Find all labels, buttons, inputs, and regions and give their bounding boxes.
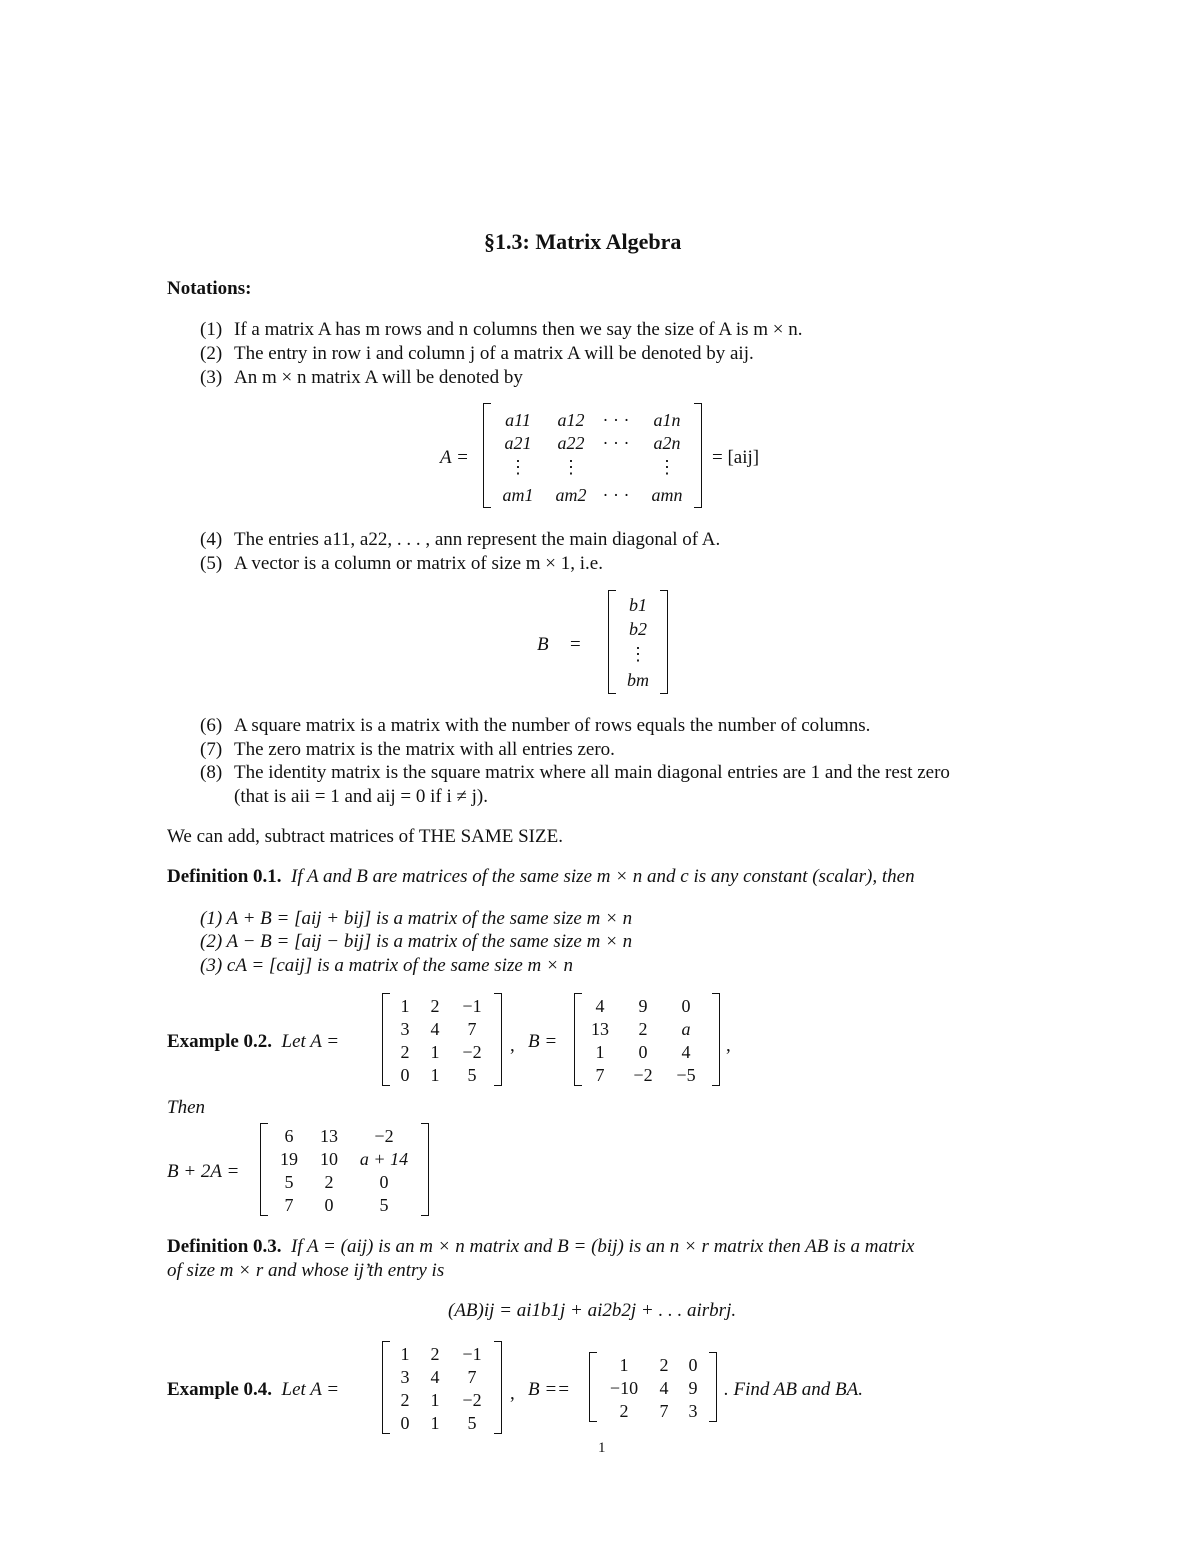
matrix-cell: 5 xyxy=(467,1065,477,1085)
vector-cell: ⋮ xyxy=(629,644,647,664)
example-label: Example 0.4. xyxy=(167,1379,273,1400)
matrix-cell: 0 xyxy=(400,1413,410,1433)
matrix-cell: 0 xyxy=(688,1355,698,1375)
definition-label: Definition 0.3. xyxy=(167,1236,282,1257)
example-let: Let A = xyxy=(281,1379,340,1400)
item-number: (6) xyxy=(200,715,223,736)
item-text: An m × n matrix A will be denoted by xyxy=(234,367,523,388)
definition-0-1-item-1: (1) A + B = [aij + bij] is a matrix of the same size m × n xyxy=(200,908,633,929)
matrix-cell: −1 xyxy=(462,1344,482,1364)
item-number: (8) xyxy=(200,762,223,783)
vector-cell: bm xyxy=(627,670,649,690)
vector-cell: b2 xyxy=(629,619,647,639)
matrix-cell: 0 xyxy=(379,1172,389,1192)
item-text: A vector is a column or matrix of size m × 1, i.e. xyxy=(234,553,603,574)
notation-item-8 xyxy=(200,763,950,782)
matrix-cell: 13 xyxy=(320,1126,338,1146)
matrix-cell: a12 xyxy=(557,410,585,430)
matrix-cell: 2 xyxy=(659,1355,669,1375)
matrix-cell: 5 xyxy=(284,1172,294,1192)
definition-0-1 xyxy=(167,867,915,886)
then-label: Then xyxy=(167,1097,205,1118)
vector-b xyxy=(608,590,668,694)
matrix-cell: −2 xyxy=(374,1126,394,1146)
page-number: 1 xyxy=(598,1440,606,1456)
matrix-cell: am1 xyxy=(502,485,534,505)
matrix-cell: −2 xyxy=(633,1065,653,1085)
item-number: (1) xyxy=(200,319,223,340)
item-text: The entry in row i and column j of a matrix A will be denoted by aij. xyxy=(234,343,754,364)
matrix-cell: 0 xyxy=(681,996,691,1016)
matrix-cell: 1 xyxy=(430,1413,440,1433)
matrix-cell: 2 xyxy=(400,1042,410,1062)
matrix-cell: 2 xyxy=(430,1344,440,1364)
matrix-cell: 4 xyxy=(659,1378,669,1398)
matrix-a-lhs: A = xyxy=(440,447,469,468)
definition-label: Definition 0.1. xyxy=(167,866,282,887)
item-text: A square matrix is a matrix with the number of rows equals the number of columns. xyxy=(234,715,871,736)
matrix-cell: 7 xyxy=(659,1401,669,1421)
matrix-cell: 4 xyxy=(681,1042,691,1062)
matrix-cell: am2 xyxy=(555,485,587,505)
matrix-cell: 1 xyxy=(400,1344,410,1364)
matrix-cell: 1 xyxy=(619,1355,629,1375)
definition-text-line-1: If A = (aij) is an m × n matrix and B = (bij) is an n × r matrix then AB is a matrix xyxy=(291,1236,915,1257)
notation-item-5 xyxy=(200,554,603,573)
matrix-cell: 4 xyxy=(430,1019,440,1039)
matrix-cell: −10 xyxy=(609,1378,639,1398)
example-0-4-matrix-b xyxy=(589,1352,717,1422)
comma: , xyxy=(510,1035,515,1056)
matrix-cell: 2 xyxy=(638,1019,648,1039)
matrix-cell: 7 xyxy=(284,1195,294,1215)
matrix-cell: 0 xyxy=(324,1195,334,1215)
notation-item-7 xyxy=(200,740,615,759)
matrix-cell: 9 xyxy=(688,1378,698,1398)
item-text: If a matrix A has m rows and n columns then we say the size of A is m × n. xyxy=(234,319,803,340)
item-number: (2) xyxy=(200,343,223,364)
matrix-cell: 2 xyxy=(324,1172,334,1192)
add-subtract-sentence: We can add, subtract matrices of THE SAME SIZE. xyxy=(167,826,563,847)
matrix-cell: 2 xyxy=(430,996,440,1016)
notation-item-4 xyxy=(200,530,720,549)
example-0-4 xyxy=(167,1380,339,1399)
matrix-cell: a22 xyxy=(557,433,585,453)
matrix-cell: 10 xyxy=(320,1149,338,1169)
matrix-cell: 1 xyxy=(595,1042,605,1062)
vector-b-equals: = xyxy=(570,634,581,655)
example-0-4-b-label: B == xyxy=(528,1379,570,1400)
item-number: (7) xyxy=(200,739,223,760)
notations-heading: Notations: xyxy=(167,278,252,299)
matrix-cell: amn xyxy=(651,485,683,505)
matrix-cell: · · · xyxy=(602,433,630,453)
matrix-cell: · · · xyxy=(602,410,630,430)
notation-item-2 xyxy=(200,344,754,363)
sum-lhs: B + 2A = xyxy=(167,1161,240,1182)
matrix-cell: 2 xyxy=(400,1390,410,1410)
item-text: The identity matrix is the square matrix where all main diagonal entries are 1 and the rest zero xyxy=(234,762,950,783)
definition-0-1-item-3: (3) cA = [caij] is a matrix of the same size m × n xyxy=(200,955,574,976)
matrix-a-rhs: = [aij] xyxy=(712,447,760,468)
matrix-cell: 1 xyxy=(430,1065,440,1085)
matrix-cell: 7 xyxy=(467,1019,477,1039)
definition-text-line-2: of size m × r and whose ij’th entry is xyxy=(167,1260,445,1281)
example-label: Example 0.2. xyxy=(167,1031,273,1052)
matrix-cell: a2n xyxy=(653,433,681,453)
matrix-cell: 3 xyxy=(400,1367,410,1387)
notation-item-1 xyxy=(200,320,803,339)
example-0-2-matrix-a xyxy=(382,993,502,1086)
matrix-a-general xyxy=(483,403,702,508)
comma: , xyxy=(510,1383,515,1404)
matrix-cell: · · · xyxy=(602,485,630,505)
matrix-cell: ⋮ xyxy=(562,457,580,477)
example-let: Let A = xyxy=(281,1031,340,1052)
item-number: (5) xyxy=(200,553,223,574)
notation-item-6 xyxy=(200,716,870,735)
item-number: (4) xyxy=(200,529,223,550)
example-0-4-tail: . Find AB and BA. xyxy=(724,1379,863,1400)
definition-text: If A and B are matrices of the same size m × n and c is any constant (scalar), then xyxy=(291,866,915,887)
matrix-cell: 1 xyxy=(430,1042,440,1062)
matrix-cell: 0 xyxy=(638,1042,648,1062)
matrix-cell: 4 xyxy=(595,996,605,1016)
item-number: (3) xyxy=(200,367,223,388)
matrix-cell: −5 xyxy=(676,1065,696,1085)
matrix-cell: ⋮ xyxy=(658,457,676,477)
matrix-cell: 1 xyxy=(400,996,410,1016)
matrix-cell: 13 xyxy=(591,1019,609,1039)
matrix-cell: a21 xyxy=(504,433,532,453)
example-0-2-b-label: B = xyxy=(528,1031,558,1052)
matrix-cell: 3 xyxy=(688,1401,698,1421)
product-formula: (AB)ij = ai1b1j + ai2b2j + . . . airbrj. xyxy=(448,1300,737,1321)
matrix-cell: 2 xyxy=(619,1401,629,1421)
matrix-cell: −2 xyxy=(462,1042,482,1062)
matrix-cell: −1 xyxy=(462,996,482,1016)
matrix-cell: 6 xyxy=(284,1126,294,1146)
example-0-4-matrix-a xyxy=(382,1341,502,1434)
definition-0-1-item-2: (2) A − B = [aij − bij] is a matrix of the same size m × n xyxy=(200,931,633,952)
matrix-cell: 4 xyxy=(430,1367,440,1387)
notation-item-3 xyxy=(200,368,523,387)
matrix-cell: 7 xyxy=(467,1367,477,1387)
matrix-cell: 19 xyxy=(280,1149,298,1169)
matrix-cell: 3 xyxy=(400,1019,410,1039)
matrix-cell: 7 xyxy=(595,1065,605,1085)
matrix-cell: a xyxy=(681,1019,691,1039)
matrix-cell: 5 xyxy=(379,1195,389,1215)
definition-0-3 xyxy=(167,1237,914,1256)
matrix-cell: a11 xyxy=(505,410,531,430)
item-text: The zero matrix is the matrix with all entries zero. xyxy=(234,739,615,760)
matrix-cell: 9 xyxy=(638,996,648,1016)
matrix-cell: 0 xyxy=(400,1065,410,1085)
matrix-cell: 1 xyxy=(430,1390,440,1410)
matrix-cell: a1n xyxy=(653,410,681,430)
vector-cell: b1 xyxy=(629,595,647,615)
example-0-2-matrix-b xyxy=(574,993,720,1086)
example-0-2 xyxy=(167,1032,339,1051)
vector-b-lhs: B xyxy=(537,634,549,655)
item-text: The entries a11, a22, . . . , ann represent the main diagonal of A. xyxy=(234,529,721,550)
matrix-cell: 5 xyxy=(467,1413,477,1433)
page-title: §1.3: Matrix Algebra xyxy=(484,229,682,254)
notation-item-8-continued: (that is aii = 1 and aij = 0 if i ≠ j). xyxy=(234,786,489,807)
matrix-cell: a + 14 xyxy=(359,1149,409,1169)
sum-matrix xyxy=(260,1123,429,1216)
matrix-cell: −2 xyxy=(462,1390,482,1410)
matrix-cell: ⋮ xyxy=(509,457,527,477)
comma: , xyxy=(726,1035,731,1056)
